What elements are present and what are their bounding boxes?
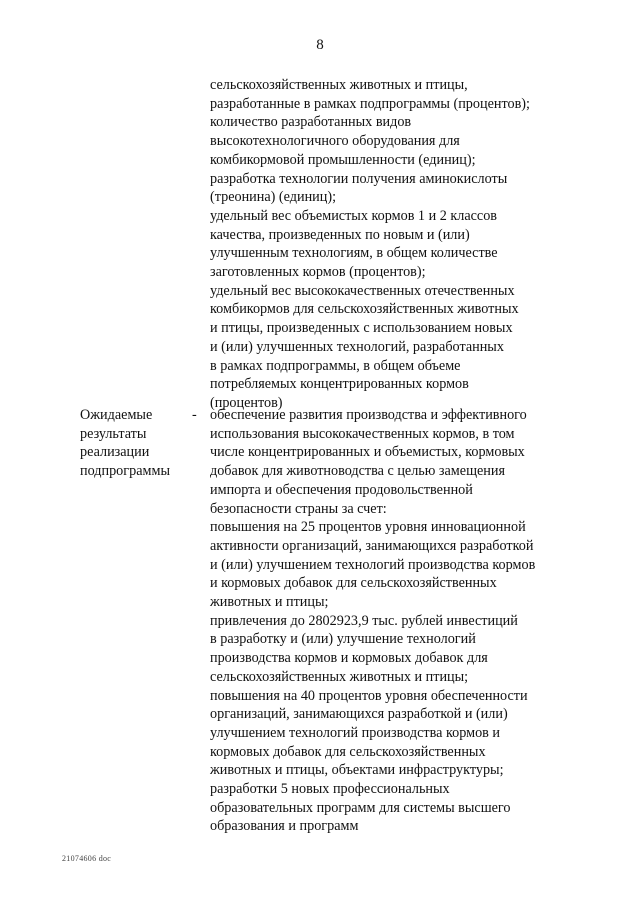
text-line: разработки 5 новых профессиональных xyxy=(210,781,450,798)
text-line: количество разработанных видов xyxy=(210,114,412,131)
text-line: импорта и обеспечения продовольственной xyxy=(210,481,473,498)
text-line: (процентов) xyxy=(210,394,283,411)
text-line: комбикормовой промышленности (единиц); xyxy=(210,151,476,168)
text-line: животных и птицы; xyxy=(210,594,329,611)
expected-results-label xyxy=(80,406,200,481)
text-line: высокотехнологичного оборудования для xyxy=(210,133,460,150)
text-line: животных и птицы, объектами инфраструктуры; xyxy=(210,762,504,779)
label-line: реализации xyxy=(80,444,150,461)
text-line: в рамках подпрограммы, в общем объеме xyxy=(210,357,461,374)
text-line: и (или) улучшением технологий производства кормов xyxy=(210,556,536,573)
separator-dash: - xyxy=(192,407,197,423)
text-line: безопасности страны за счет: xyxy=(210,500,387,517)
text-line: повышения на 40 процентов уровня обеспеченности xyxy=(210,687,528,704)
text-line: улучшением технологий производства кормов и xyxy=(210,724,501,741)
text-line: производства кормов и кормовых добавок для xyxy=(210,650,488,667)
text-line: и птицы, произведенных с использованием новых xyxy=(210,320,513,337)
text-line: разработка технологии получения аминокислоты xyxy=(210,170,508,187)
text-line: в разработку и (или) улучшение технологий xyxy=(210,631,476,648)
text-line: добавок для животноводства с целью замещения xyxy=(210,463,506,480)
text-line: организаций, занимающихся разработкой и (или) xyxy=(210,706,508,723)
text-line: разработанные в рамках подпрограммы (процентов); xyxy=(210,95,530,112)
label-line: Ожидаемые xyxy=(80,407,153,423)
text-line: и кормовых добавок для сельскохозяйственных xyxy=(210,575,497,592)
text-line: улучшенным технологиям, в общем количестве xyxy=(210,245,498,262)
label-line: результаты xyxy=(80,425,147,442)
text-line: кормовых добавок для сельскохозяйственных xyxy=(210,743,486,760)
text-line: (треонина) (единиц); xyxy=(210,189,337,206)
label-line: подпрограммы xyxy=(80,463,170,480)
text-line: образовательных программ для системы высшего xyxy=(210,799,511,816)
text-line: активности организаций, занимающихся разработкой xyxy=(210,537,534,554)
text-line: обеспечение развития производства и эффективного xyxy=(210,407,527,423)
text-line: сельскохозяйственных животных и птицы; xyxy=(210,668,469,685)
text-line: удельный вес объемистых кормов 1 и 2 классов xyxy=(210,207,498,224)
continued-indicators-text xyxy=(210,76,610,413)
text-line: повышения на 25 процентов уровня инновационной xyxy=(210,519,526,536)
text-line: и (или) улучшенных технологий, разработанных xyxy=(210,338,504,355)
text-line: образования и программ xyxy=(210,818,359,835)
text-line: заготовленных кормов (процентов); xyxy=(210,264,426,281)
document-file-code: 21074606 doc xyxy=(62,854,112,863)
text-line: удельный вес высококачественных отечественных xyxy=(210,282,515,299)
text-line: привлечения до 2802923,9 тыс. рублей инвестиций xyxy=(210,612,518,629)
text-line: потребляемых концентрированных кормов xyxy=(210,376,469,393)
text-line: комбикормов для сельскохозяйственных животных xyxy=(210,301,519,318)
text-line: числе концентрированных и объемистых, кормовых xyxy=(210,444,525,461)
text-line: качества, произведенных по новым и (или) xyxy=(210,226,470,243)
page-number: 8 xyxy=(316,37,324,53)
text-line: использования высококачественных кормов, в том xyxy=(210,425,515,442)
text-line: сельскохозяйственных животных и птицы, xyxy=(210,77,468,93)
expected-results-body xyxy=(210,406,610,836)
